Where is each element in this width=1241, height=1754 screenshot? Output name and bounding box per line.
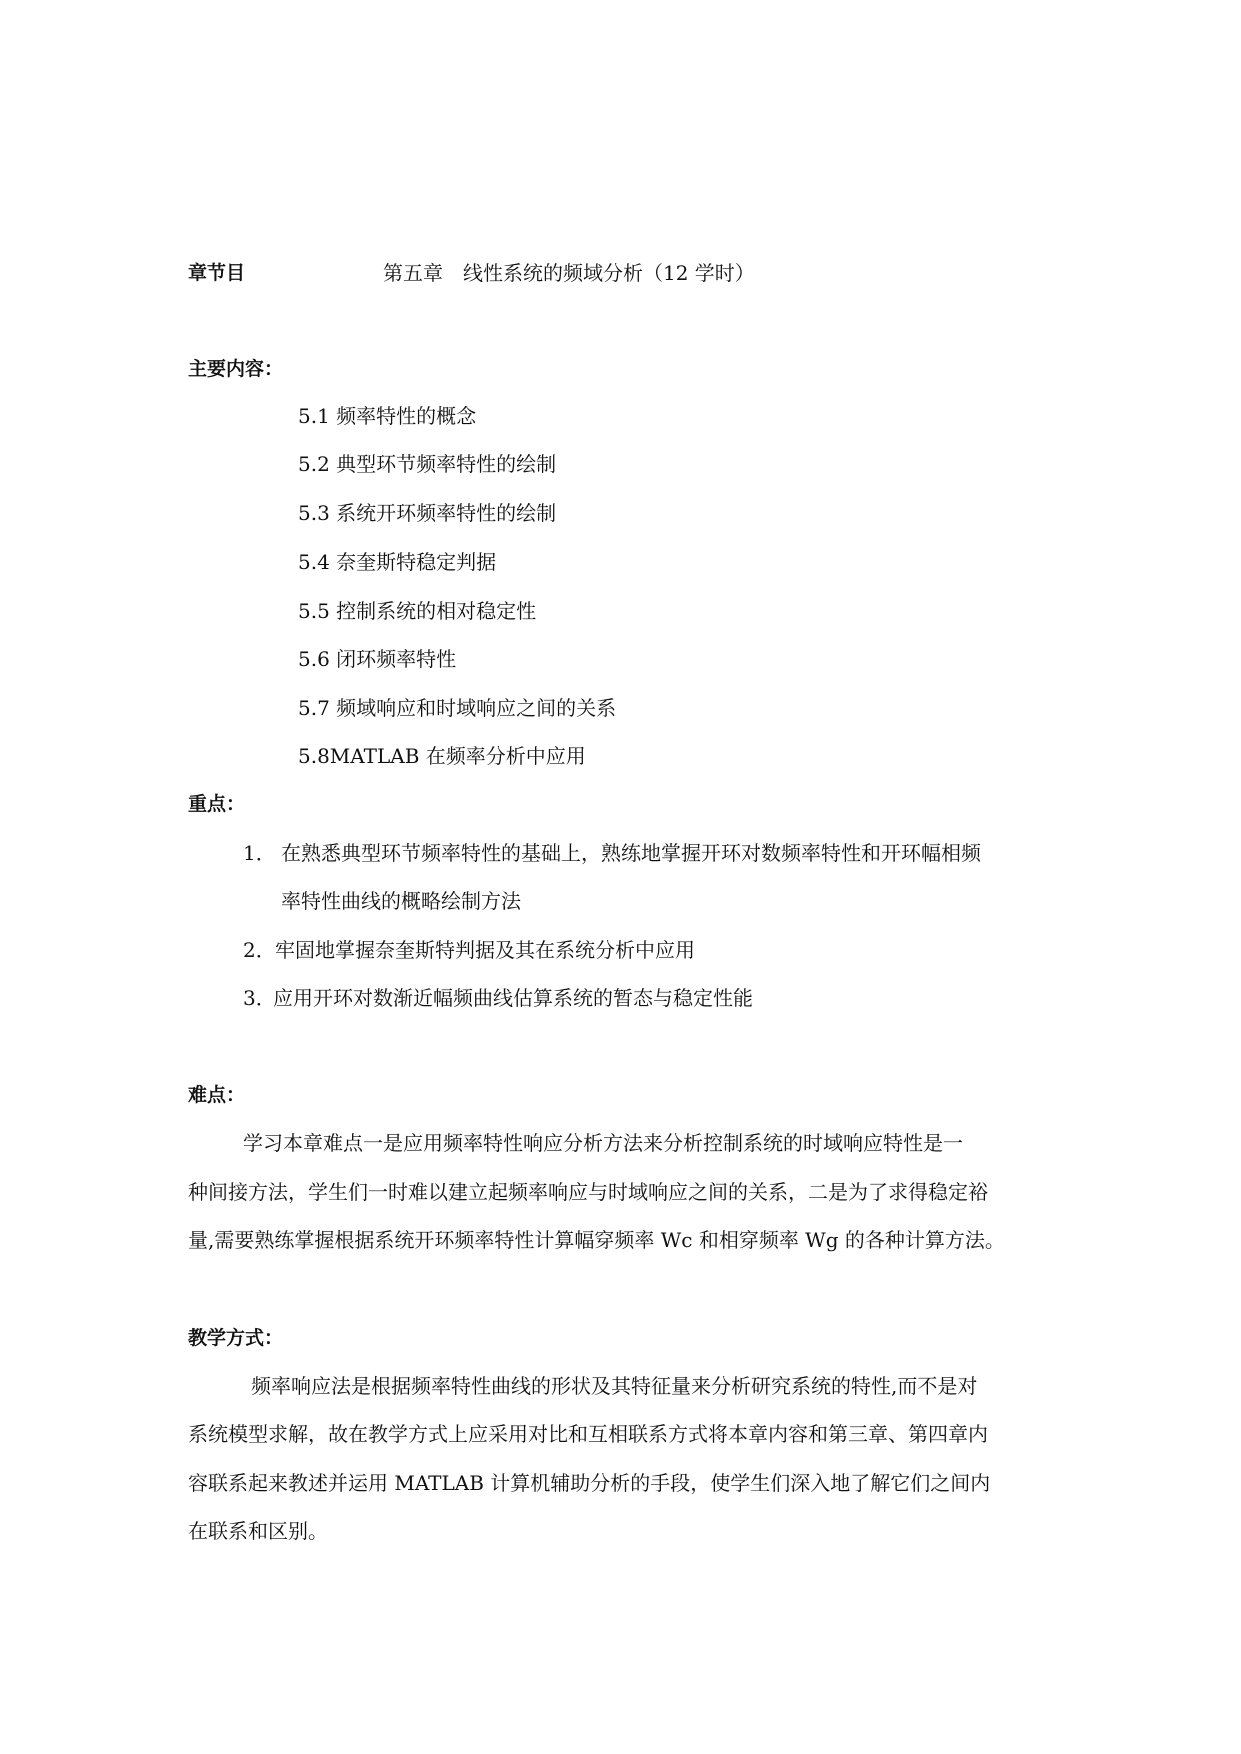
toc-item: 5.5 控制系统的相对稳定性 [298,599,537,623]
key-point-text-continued: 率特性曲线的概略绘制方法 [281,889,521,913]
key-point-text: 应用开环对数渐近幅频曲线估算系统的暂态与稳定性能 [273,986,753,1010]
key-point-number: 2． [243,938,276,962]
key-point-number: 3． [243,986,276,1010]
main-content-heading: 主要内容： [188,358,284,380]
teaching-paragraph-line: 系统模型求解，故在教学方式上应采用对比和互相联系方式将本章内容和第三章、第四章内 [188,1422,988,1446]
chapter-title: 第五章 线性系统的频域分析（12 学时） [383,261,755,285]
toc-item: 5.7 频域响应和时域响应之间的关系 [298,696,617,720]
key-point-number: 1． [243,841,276,865]
difficulties-paragraph-line: 学习本章难点一是应用频率特性响应分析方法来分析控制系统的时域响应特性是一 [243,1131,963,1155]
teaching-heading: 教学方式： [188,1327,284,1349]
teaching-paragraph-line: 容联系起来教述并运用 MATLAB 计算机辅助分析的手段，使学生们深入地了解它们之间内 [188,1471,991,1495]
key-point-text: 在熟悉典型环节频率特性的基础上，熟练地掌握开环对数频率特性和开环幅相频 [281,841,981,865]
difficulties-paragraph-line: 量,需要熟练掌握根据系统开环频率特性计算幅穿频率 Wc 和相穿频率 Wg 的各种计算方法。 [188,1228,1005,1252]
difficulties-heading: 难点： [188,1084,246,1106]
toc-item: 5.2 典型环节频率特性的绘制 [298,452,557,476]
chapter-label: 章节目 [188,262,246,284]
teaching-paragraph-line: 在联系和区别。 [188,1519,328,1543]
toc-item: 5.6 闭环频率特性 [298,647,457,671]
toc-item: 5.8MATLAB 在频率分析中应用 [298,744,586,768]
difficulties-paragraph-line: 种间接方法，学生们一时难以建立起频率响应与时域响应之间的关系，二是为了求得稳定裕 [188,1180,988,1204]
key-points-heading: 重点： [188,793,246,815]
toc-item: 5.3 系统开环频率特性的绘制 [298,501,557,525]
key-point-text: 牢固地掌握奈奎斯特判据及其在系统分析中应用 [275,938,695,962]
toc-item: 5.1 频率特性的概念 [298,404,477,428]
toc-item: 5.4 奈奎斯特稳定判据 [298,550,497,574]
teaching-paragraph-line: 频率响应法是根据频率特性曲线的形状及其特征量来分析研究系统的特性,而不是对 [251,1374,978,1398]
